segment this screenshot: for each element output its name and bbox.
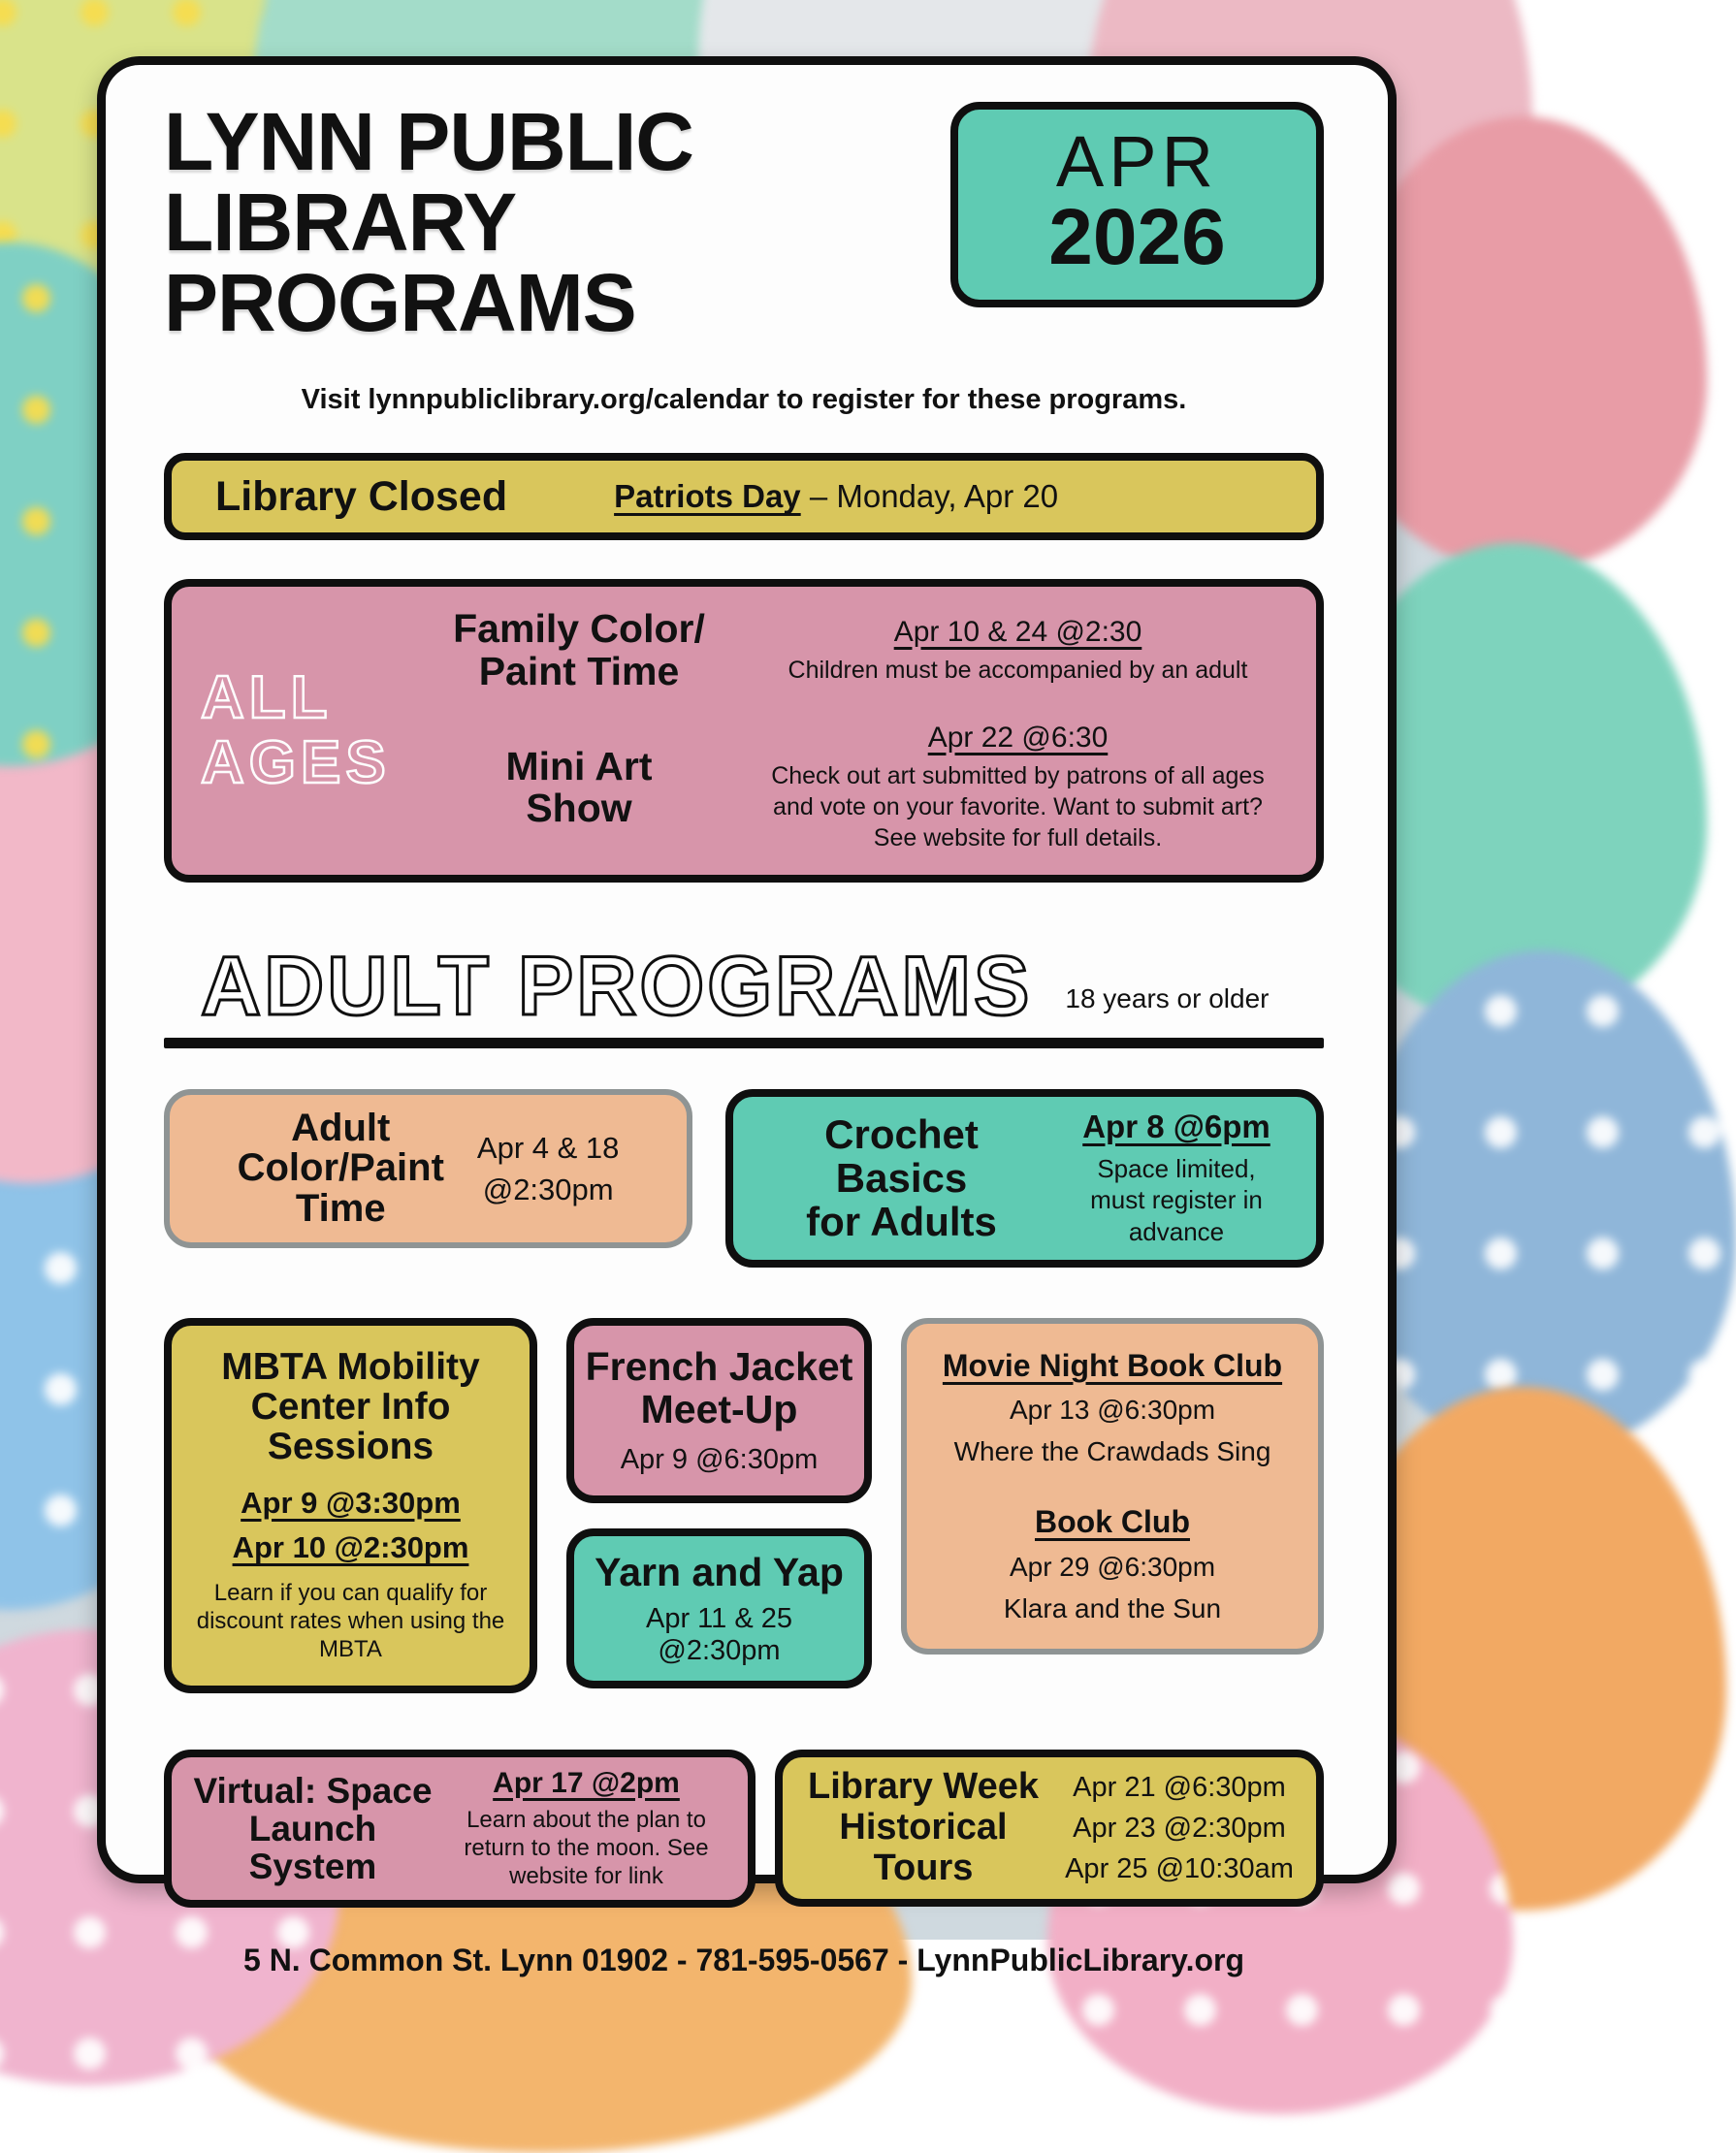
all-ages-badge-line: ALL	[201, 663, 333, 731]
title-line: Paint Time	[478, 648, 680, 693]
space-launch-title	[189, 1772, 436, 1886]
card-yarn-and-yap	[566, 1528, 872, 1688]
mini-art-note: Check out art submitted by patrons of all ages and vote on your favorite. Want to submit art? See website for full details.	[771, 761, 1265, 852]
flyer-title-line: PROGRAMS	[164, 257, 636, 349]
all-ages-badge	[201, 663, 409, 796]
all-ages-badge-line: AGES	[201, 728, 391, 796]
movie-club-date: Apr 13 @6:30pm	[1009, 1395, 1216, 1425]
mini-art-details	[749, 722, 1287, 853]
adult-row-3	[164, 1750, 1324, 1909]
library-week-date: Apr 23 @2:30pm	[1073, 1812, 1286, 1844]
book-club-book: Klara and the Sun	[1003, 1592, 1222, 1623]
title-line: Adult	[291, 1106, 391, 1149]
title-line: Mini Art	[505, 743, 653, 788]
space-launch-date: Apr 17 @2pm	[493, 1766, 680, 1799]
crochet-title	[758, 1112, 1045, 1244]
card-space-launch	[164, 1750, 755, 1909]
title-line: Tours	[873, 1847, 974, 1888]
title-line: Crochet Basics	[824, 1110, 979, 1201]
holiday-name: Patriots Day	[614, 478, 801, 515]
title-line: Meet-Up	[640, 1387, 798, 1432]
card-french-jacket	[566, 1318, 872, 1504]
age-note: 18 years or older	[1065, 982, 1270, 1013]
flyer-title	[164, 96, 693, 349]
registration-subtitle: Visit lynnpubliclibrary.org/calendar to register for these programs.	[301, 384, 1187, 416]
adult-row-1	[164, 1089, 1324, 1268]
adult-color-title	[237, 1106, 444, 1230]
family-color-details	[749, 616, 1287, 686]
mini-art-title	[419, 743, 739, 830]
title-line: Historical	[839, 1806, 1008, 1848]
mbta-note: Learn if you can qualify for discount rates when using the MBTA	[196, 1579, 505, 1663]
library-week-date: Apr 21 @6:30pm	[1073, 1771, 1286, 1803]
adult-programs-heading: ADULT PROGRAMS	[201, 939, 1033, 1033]
flyer-title-line: LIBRARY	[164, 177, 517, 269]
title-line: for Adults	[806, 1199, 997, 1245]
book-club-title: Book Club	[1035, 1504, 1190, 1540]
family-color-date: Apr 10 & 24 @2:30	[893, 615, 1142, 648]
mbta-title	[185, 1347, 516, 1467]
library-week-date: Apr 25 @10:30am	[1065, 1852, 1294, 1884]
crochet-details	[1062, 1109, 1291, 1248]
yarn-yap-title: Yarn and Yap	[595, 1550, 844, 1595]
title-line: Sessions	[267, 1426, 434, 1468]
title-line: Center Info	[250, 1386, 451, 1429]
mbta-date: Apr 10 @2:30pm	[232, 1530, 469, 1565]
card-book-clubs	[901, 1318, 1324, 1655]
mini-art-date: Apr 22 @6:30	[927, 721, 1109, 754]
crochet-date: Apr 8 @6pm	[1082, 1108, 1270, 1144]
month-badge	[950, 102, 1324, 307]
space-launch-details	[442, 1767, 730, 1891]
holiday-date: – Monday, Apr 20	[800, 478, 1059, 515]
month-label: APR	[1055, 121, 1219, 202]
flyer-card	[97, 56, 1397, 1978]
french-jacket-title	[584, 1345, 854, 1431]
book-club-date: Apr 29 @6:30pm	[1009, 1551, 1216, 1582]
header	[164, 96, 1324, 349]
title-line: Virtual: Space	[193, 1770, 433, 1811]
adult-programs-heading-row	[164, 939, 1324, 1033]
title-line: French Jacket	[585, 1343, 853, 1389]
card-crochet-basics	[725, 1089, 1324, 1268]
closed-label: Library Closed	[215, 472, 508, 520]
adult-color-date	[477, 1127, 619, 1211]
family-color-title	[419, 608, 739, 691]
title-line: Time	[295, 1186, 386, 1230]
title-line: System	[248, 1847, 377, 1887]
title-line: Color/Paint	[237, 1146, 444, 1190]
library-week-title	[798, 1767, 1048, 1888]
french-jacket-date: Apr 9 @6:30pm	[620, 1444, 819, 1476]
title-line: Library Week	[808, 1765, 1039, 1807]
library-closed-banner	[164, 453, 1324, 540]
mbta-date: Apr 9 @3:30pm	[241, 1485, 461, 1520]
adult-row-2	[164, 1318, 1324, 1693]
movie-club-title: Movie Night Book Club	[942, 1347, 1283, 1383]
family-color-note: Children must be accompanied by an adult	[788, 656, 1248, 684]
title-line: MBTA Mobility	[221, 1345, 480, 1388]
card-adult-color-paint	[164, 1089, 692, 1249]
date-line: Apr 4 & 18	[476, 1130, 620, 1165]
middle-column	[566, 1318, 872, 1689]
title-line: Launch	[248, 1808, 377, 1848]
mbta-dates	[185, 1481, 516, 1571]
date-line: @2:30pm	[482, 1172, 614, 1206]
title-line: Family Color/	[453, 606, 705, 652]
flyer-title-line: LYNN PUBLIC	[164, 96, 693, 187]
library-week-dates	[1058, 1767, 1301, 1889]
all-ages-panel	[164, 579, 1324, 882]
card-mbta-sessions	[164, 1318, 537, 1693]
year-label: 2026	[1048, 193, 1226, 282]
crochet-note: Space limited, must register in advance	[1090, 1153, 1263, 1247]
section-divider	[164, 1038, 1324, 1048]
easter-egg-decoration	[1348, 950, 1736, 1455]
footer-address: 5 N. Common St. Lynn 01902 - 781-595-0567 - LynnPublicLibrary.org	[243, 1943, 1244, 1978]
holiday-info	[614, 478, 1058, 515]
movie-club-book: Where the Crawdads Sing	[953, 1436, 1271, 1467]
title-line: Show	[526, 785, 632, 830]
yarn-yap-date: Apr 11 & 25 @2:30pm	[645, 1603, 792, 1667]
space-launch-note: Learn about the plan to return to the moon. See website for link	[464, 1806, 709, 1890]
card-library-week-tours	[775, 1750, 1324, 1907]
